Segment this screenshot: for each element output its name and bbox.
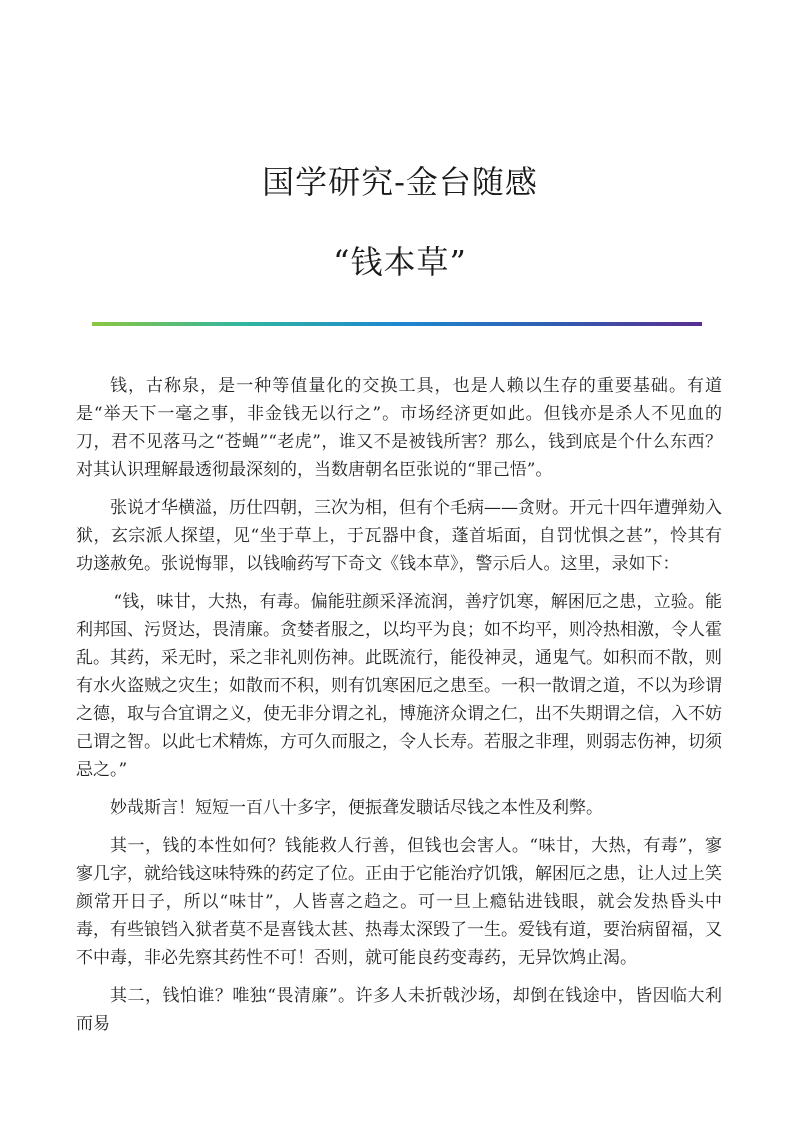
title-divider (92, 322, 702, 326)
paragraph: 其一，钱的本性如何？钱能救人行善，但钱也会害人。“味甘，大热，有毒”，寥寥几字，就给钱这味特殊的药定了位。正由于它能治疗饥饿，解困厄之患，让人过上笑颜常开日子，所以“味甘”，人皆喜之趋之。可一旦上瘾钻进钱眼，就会发热昏头中毒，有些锒铛入狱者莫不是喜钱太甚、热毒太深毁了一生。爱钱有道，要治病留福，又不中毒，非必先察其药性不可！否则，就可能良药变毒药，无异饮鸩止渴。 (76, 836, 722, 968)
document-body (76, 372, 722, 1048)
quoted-paragraph: “钱，味甘，大热，有毒。偏能驻颜采泽流润，善疗饥寒，解困厄之患，立验。能利邦国、污贤达，畏清廉。贪婪者服之，以均平为良；如不均平，则冷热相激，令人霍乱。其药，采无时，采之非礼则伤神。此既流行，能役神灵，通鬼气。如积而不散，则有水火盗贼之灾生；如散而不积，则有饥寒困厄之患至。一积一散谓之道，不以为珍谓之德，取与合宜谓之义，使无非分谓之礼，博施济众谓之仁，出不失期谓之信，入不妨己谓之智。以此七术精炼，方可久而服之，令人长寿。若服之非理，则弱志伤神，切须忌之。” (76, 592, 722, 780)
paragraph: 钱，古称泉，是一种等值量化的交换工具，也是人赖以生存的重要基础。有道是“举天下一毫之事，非金钱无以行之”。市场经济更如此。但钱亦是杀人不见血的刀，君不见落马之“苍蝇”“老虎”，谁又不是被钱所害？那么，钱到底是个什么东西？对其认识理解最透彻最深刻的，当数唐朝名臣张说的“罪己悟”。 (76, 376, 722, 480)
paragraph: 妙哉斯言！短短一百八十多字，便振聋发聩话尽钱之本性及利弊。 (110, 798, 603, 818)
paragraph: 张说才华横溢，历仕四朝，三次为相，但有个毛病——贪财。开元十四年遭弹劾入狱，玄宗派人探望，见“坐于草上，于瓦器中食，蓬首垢面，自罚忧惧之甚”，怜其有功遂赦免。张说悔罪，以钱喻药写下奇文《钱本草》，警示后人。这里，录如下： (76, 498, 722, 574)
document-title: 国学研究-金台随感 (262, 163, 538, 201)
paragraph: 其二，钱怕谁？唯独“畏清廉”。许多人未折戟沙场，却倒在钱途中，皆因临大利而易 (76, 986, 722, 1034)
document-subtitle: “钱本草” (333, 243, 467, 281)
